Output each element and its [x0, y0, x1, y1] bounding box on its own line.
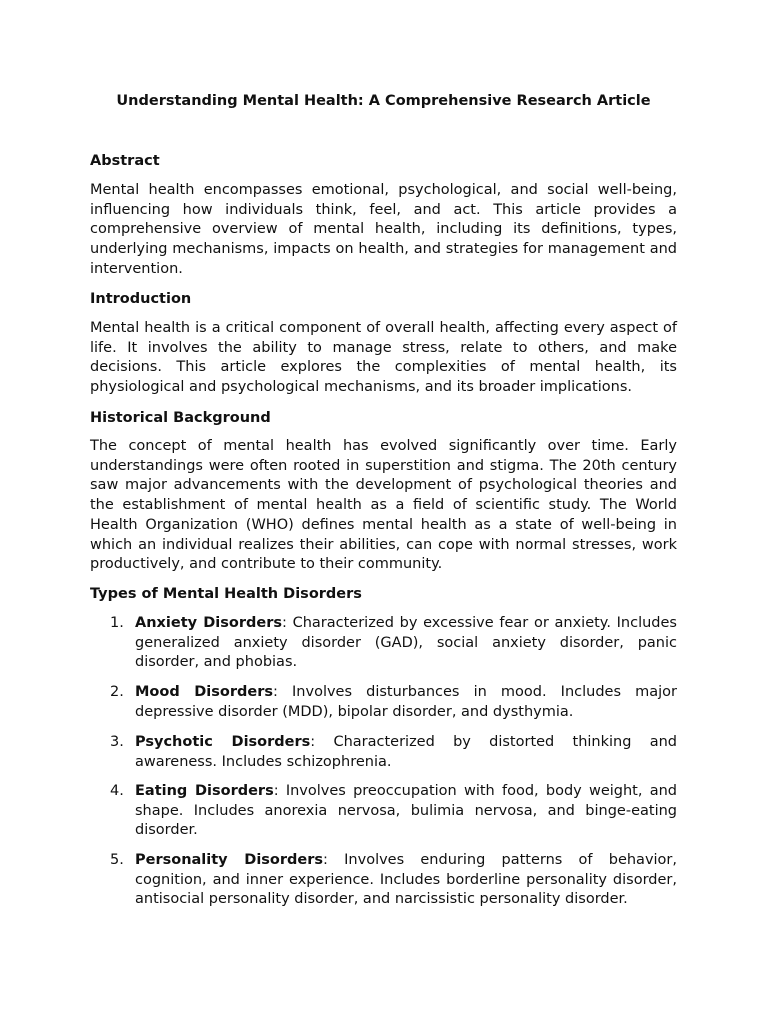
- list-item-term: Anxiety Disorders: [135, 615, 282, 631]
- abstract-text: Mental health encompasses emotional, psychological, and social well-being, influencing how individuals think, feel, and act. This article provides a comprehensive overview of mental health, including its definitions, types, underlying mechanisms, impacts on health, and strategies for management and intervention.: [90, 182, 677, 277]
- list-item: [90, 733, 677, 772]
- list-item-number: 5.: [110, 852, 124, 868]
- introduction-heading: Introduction: [90, 291, 192, 307]
- list-item-number: 3.: [110, 734, 124, 750]
- list-item-term: Eating Disorders: [135, 783, 274, 799]
- list-item-number: 4.: [110, 783, 124, 799]
- list-item-term: Personality Disorders: [135, 852, 324, 868]
- abstract-heading: Abstract: [90, 153, 160, 169]
- list-item: [90, 851, 677, 910]
- list-item-text: : Characterized by excessive fear or anxiety. Includes generalized anxiety disorder (GAD), social anxiety disorder, panic disorder, and phobias.: [135, 615, 677, 671]
- list-item-number: 2.: [110, 684, 124, 700]
- historical-heading: Historical Background: [90, 410, 271, 426]
- list-item-text: : Involves preoccupation with food, body weight, and shape. Includes anorexia nervosa, bulimia nervosa, and binge-eating disorder.: [135, 783, 677, 839]
- historical-text: The concept of mental health has evolved significantly over time. Early understandings were often rooted in superstition and stigma. The 20th century saw major advancements with the development of psychological theories and the establishment of mental health as a field of scientific study. The World Health Organization (WHO) defines mental health as a state of well-being in which an individual realizes their abilities, can cope with normal stresses, work productively, and contribute to their community.: [90, 438, 677, 573]
- document-title: Understanding Mental Health: A Comprehensive Research Article: [116, 93, 651, 109]
- list-item-term: Psychotic Disorders: [135, 734, 311, 750]
- introduction-text: Mental health is a critical component of overall health, affecting every aspect of life. It involves the ability to manage stress, relate to others, and make decisions. This article explores the complexities of mental health, its physiological and psychological mechanisms, and its broader implications.: [90, 320, 677, 396]
- list-item-text: : Characterized by distorted thinking and awareness. Includes schizophrenia.: [135, 734, 677, 770]
- types-heading: Types of Mental Health Disorders: [90, 586, 362, 602]
- list-item-number: 1.: [110, 615, 124, 631]
- list-item: [90, 683, 677, 722]
- list-item-text: : Involves disturbances in mood. Includes major depressive disorder (MDD), bipolar disorder, and dysthymia.: [135, 684, 677, 720]
- list-item-text: : Involves enduring patterns of behavior, cognition, and inner experience. Includes borderline personality disorder, antisocial personality disorder, and narcissistic personality disorder.: [135, 852, 677, 908]
- list-item-term: Mood Disorders: [135, 684, 274, 700]
- list-item: [90, 614, 677, 673]
- list-item: [90, 782, 677, 841]
